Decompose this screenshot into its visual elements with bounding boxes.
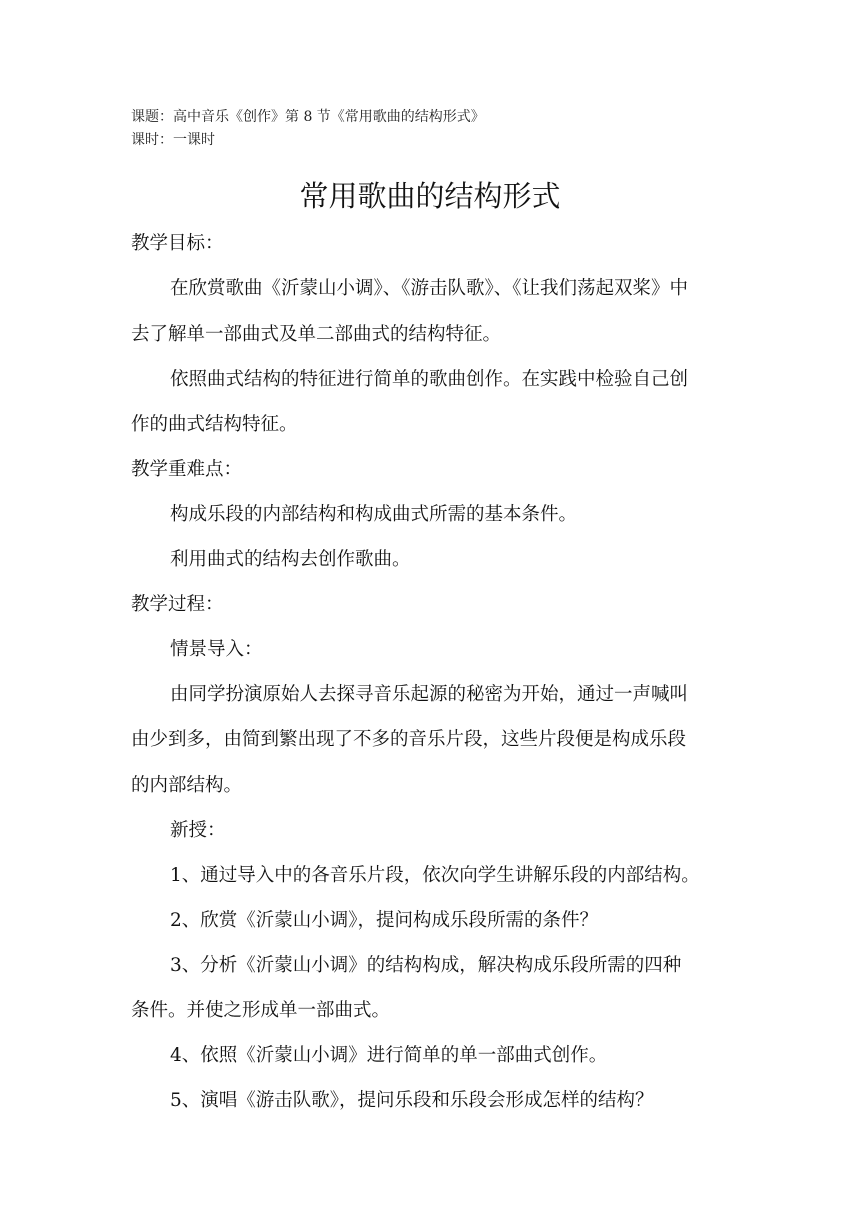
intro-paragraph-line-1: 由同学扮演原始人去探寻音乐起源的秘密为开始，通过一声喊叫 [170, 684, 689, 705]
step-5: 5、演唱《游击队歌》，提问乐段和乐段会形成怎样的结构？ [170, 1090, 654, 1111]
intro-paragraph-line-3: 的内部结构。 [131, 775, 243, 796]
new-lesson-heading: 新授： [170, 820, 226, 841]
step-3-line-2: 条件。并使之形成单一部曲式。 [131, 1000, 391, 1021]
objectives-paragraph-2-line-2: 作的曲式结构特征。 [131, 414, 298, 435]
objectives-paragraph-1-line-2: 去了解单一部曲式及单二部曲式的结构特征。 [131, 324, 502, 345]
step-4: 4、依照《沂蒙山小调》进行简单的单一部曲式创作。 [170, 1045, 608, 1066]
document-title: 常用歌曲的结构形式 [299, 179, 561, 213]
step-2: 2、欣赏《沂蒙山小调》，提问构成乐段所需的条件？ [170, 910, 599, 931]
step-1: 1、通过导入中的各音乐片段，依次向学生讲解乐段的内部结构。 [170, 865, 700, 886]
topic-line: 课题：高中音乐《创作》第 8 节《常用歌曲的结构形式》 [131, 109, 485, 125]
step-3-line-1: 3、分析《沂蒙山小调》的结构构成，解决构成乐段所需的四种 [170, 955, 682, 976]
objectives-paragraph-2-line-1: 依照曲式结构的特征进行简单的歌曲创作。在实践中检验自己创 [170, 369, 689, 390]
key-points-paragraph-2: 利用曲式的结构去创作歌曲。 [170, 549, 411, 570]
process-heading: 教学过程： [131, 594, 224, 615]
objectives-heading: 教学目标： [131, 233, 224, 254]
intro-paragraph-line-2: 由少到多，由简到繁出现了不多的音乐片段，这些片段便是构成乐段 [131, 729, 687, 750]
intro-heading: 情景导入： [170, 639, 263, 660]
key-points-heading: 教学重难点： [131, 459, 243, 480]
objectives-paragraph-1-line-1: 在欣赏歌曲《沂蒙山小调》、《游击队歌》、《让我们荡起双桨》中 [170, 278, 689, 299]
period-line: 课时：一课时 [131, 132, 215, 148]
key-points-paragraph-1: 构成乐段的内部结构和构成曲式所需的基本条件。 [170, 504, 578, 525]
